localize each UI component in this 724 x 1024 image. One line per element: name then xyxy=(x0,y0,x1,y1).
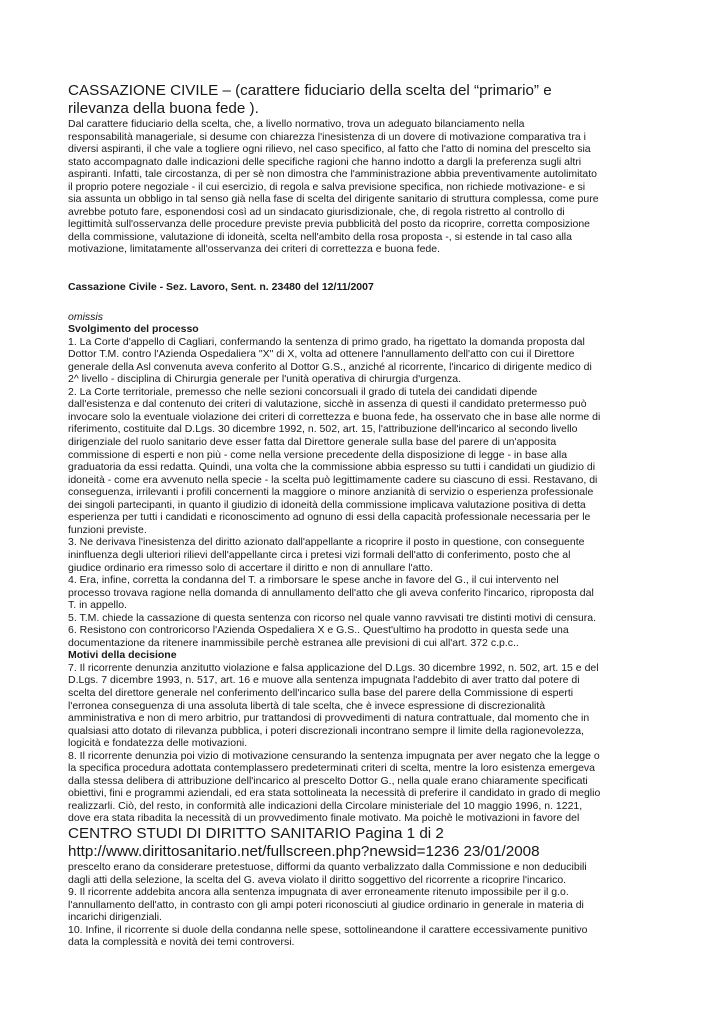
text-line: logicità e fondatezza delle motivazioni. xyxy=(68,737,248,750)
text-line: dove era stata ribadita la necessità di un provvedimento finale motivato. Ma poichè le motivazioni in favore del xyxy=(68,812,580,825)
text-line: 3. Ne derivava l'inesistenza del diritto azionato dall'appellante a ricoprire il posto in questione, con conseguente xyxy=(68,536,585,549)
text-line: processo trovava ragione nella domanda di annullamento dell'atto che gli aveva conferito l'incarico, riproposta dal xyxy=(68,586,594,599)
text-line: prescelto erano da considerare pretestuose, difformi da quanto verbalizzato dalla Commissione e non deducibili xyxy=(68,860,587,873)
text-line: l'erronea conseguenza di una assoluta libertà di tale scelta, che è invece espressione di discrezionalità xyxy=(68,699,546,712)
text-line: 5. T.M. chiede la cassazione di questa sentenza con ricorso nel quale vanno ravvisati tre distinti motivi di censura. xyxy=(68,611,596,624)
text-line: ininfluenza degli ulteriori rilievi dell'appellante circa i pretesi vizi formali dell'atto di conferimento, posto che al xyxy=(68,548,571,561)
text-line: motivazione, limitatamente all'osservanza dei criteri di correttezza e buona fede. xyxy=(68,243,441,256)
text-line: riferimento, costituite dal D.Lgs. 30 dicembre 1992, n. 502, art. 15, l'attribuzione dell'incarico al secondo livello xyxy=(68,423,578,436)
text-line: T. in appello. xyxy=(68,599,127,612)
title-line: rilevanza della buona fede ). xyxy=(68,100,259,117)
footer-url-line: http://www.dirittosanitario.net/fullscreen.php?newsid=1236 23/01/2008 xyxy=(68,842,540,860)
continued-paragraphs xyxy=(68,861,668,949)
text-line: idoneità - come era avvenuto nella specie - la scelta può legittimamente cadere su ciascuno di essi. Restavano, di xyxy=(68,473,598,486)
text-line: dirigenziale del ruolo sanitario deve esser fatta dal Direttore generale sulla base del parere di un'apposita xyxy=(68,436,557,449)
text-line: dalla stessa delibera di attribuzione dell'incarico al prescelto Dottor G., nella quale erano chiaramente specificati xyxy=(68,774,588,787)
text-line: 2. La Corte territoriale, premesso che nelle sezioni concorsuali il grado di tutela dei candidati dipende xyxy=(68,385,538,398)
text-line: 10. Infine, il ricorrente si duole della condanna nelle spese, sottolineandone il carattere eccessivamente punitivo xyxy=(68,923,588,936)
text-line: Dal carattere fiduciario della scelta, che, a livello normativo, trova un adeguato bilanciamento nella xyxy=(68,118,525,130)
text-line: documentazione da ritenere inammissibile perchè estranea alle previsioni di cui all'art. 372 c.p.c.. xyxy=(68,636,519,649)
text-line: 9. Il ricorrente addebita ancora alla sentenza impugnata di aver erroneamente ritenuto impossibile per il g.o. xyxy=(68,886,569,899)
text-line: amministrativa e non di mero arbitrio, pur trattandosi di provvedimenti di natura contrattuale, dal momento che in xyxy=(68,712,590,725)
text-line: la specifica procedura adottata contemplassero predeterminati criteri di scelta, mentre la loro esistenza emergeva xyxy=(68,762,596,775)
text-line: funzioni previste. xyxy=(68,523,147,536)
footer-line: CENTRO STUDI DI DIRITTO SANITARIO Pagina 1 di 2 xyxy=(68,824,444,842)
process-paragraphs xyxy=(68,336,668,650)
text-line: stato accompagnato dalle indicazioni delle specifiche ragioni che hanno indotto a dargli la preferenza sugli altri xyxy=(68,155,582,168)
text-line: dall'esistenza e dal contenuto dei criteri di valutazione, sicchè in assenza di questi il candidato pretermesso può xyxy=(68,398,587,411)
citation-heading: Cassazione Civile - Sez. Lavoro, Sent. n. 23480 del 12/11/2007 xyxy=(68,281,374,294)
text-line: 4. Era, infine, corretta la condanna del T. a rimborsare le spese anche in favore del G., il cui intervento nel xyxy=(68,574,559,587)
text-line: giudice ordinario era rimesso solo di accertare il diritto e non di annullare l'atto. xyxy=(68,561,434,574)
text-line: l'annullamento dell'atto, in contrasto con gli ampi poteri riconosciuti al giudice ordinario in generale in materia di xyxy=(68,898,584,911)
text-line: della commissione, valutazione di idoneità, scelta nell'ambito della rosa proposta -, si estende in tal caso alla xyxy=(68,230,572,243)
text-line: 6. Resistono con controricorso l'Azienda Ospedaliera X e G.S.. Quest'ultimo ha prodotto in questa sede una xyxy=(68,624,569,637)
title-line: CASSAZIONE CIVILE – (carattere fiduciario della scelta del “primario” e xyxy=(68,82,552,99)
text-line: avrebbe potuto fare, esponendosi così ad un sindacato giurisdizionale, che, di regola ristretto al controllo di xyxy=(68,205,565,218)
document-title xyxy=(68,82,668,118)
page-footer xyxy=(68,825,668,861)
section-heading-motivi: Motivi della decisione xyxy=(68,649,177,662)
document-page xyxy=(68,82,668,949)
motivi-paragraphs xyxy=(68,662,668,825)
text-line: realizzarli. Ciò, del resto, in conformità alle indicazioni della Circolare ministeriale del 10 maggio 1996, n. 1221, xyxy=(68,799,583,812)
text-line: 7. Il ricorrente denunzia anzitutto violazione e falsa applicazione del D.Lgs. 30 dicembre 1992, n. 502, art. 15 e del xyxy=(68,661,599,674)
section-heading-process: Svolgimento del processo xyxy=(68,323,199,336)
text-line: aspiranti. Infatti, tale circostanza, di per sè non dimostra che l'amministrazione abbia preventivamente autolimitato xyxy=(68,168,598,181)
text-line: graduatoria da essi redatta. Quindi, una volta che la commissione abbia espresso su tutti i candidati un giudizio di xyxy=(68,461,596,474)
text-line: generale della Asl convenuta aveva conferito al Dottor G.S., anziché al ricorrente, l'incarico di dirigente medico di xyxy=(68,360,592,373)
text-line: esperienza per tutti i candidati e riconoscimento ad ognuno di essi della capacità professionale necessaria per le xyxy=(68,511,591,524)
text-line: sia assunta un obbligo in tal senso già nella fase di scelta del dirigente sanitario di struttura complessa, come pure xyxy=(68,193,599,206)
text-line: commissione di esperti e non più - come nella versione precedente della disposizione di legge - in base alla xyxy=(68,448,568,461)
text-line: Dottor T.M. contro l'Azienda Ospedaliera "X" di X, volta ad ottenere l'annullamento dell'atto con cui il Direttore xyxy=(68,348,575,361)
text-line: 8. Il ricorrente denunzia poi vizio di motivazione censurando la sentenza impugnata per aver negato che la legge o xyxy=(68,749,600,762)
text-line: legittimità sull'osservanza delle procedure previste previa pubblicità del posto da ricoprire, corretta composizione xyxy=(68,218,591,231)
text-line: responsabilità manageriale, si desume con chiarezza l'inesistenza di un dovere di motivazione comparativa tra i xyxy=(68,130,586,143)
text-line: conseguenza, irrilevanti i profili concernenti la maggiore o minore anzianità di servizio o esperienza professionale xyxy=(68,486,594,499)
text-line: 2^ livello - disciplina di Chirurgia generale per l'unità operativa di chirurgia d'urgenza. xyxy=(68,373,461,386)
text-line: data la complessità e novità dei temi controversi. xyxy=(68,936,295,949)
text-line: diversi aspiranti, il che vale a togliere ogni rilievo, nel caso specifico, al fatto che l'atto di nomina del prescelto sia xyxy=(68,143,591,156)
text-line: 1. La Corte d'appello di Cagliari, confermando la sentenza di primo grado, ha rigettato la domanda proposta dal xyxy=(68,335,585,348)
text-line: dei singoli partecipanti, in quanto il giudizio di idoneità della commissione implicava valutazione positiva di detta xyxy=(68,498,586,511)
text-line: D.Lgs. 7 dicembre 1993, n. 517, art. 16 e muove alla sentenza impugnata l'addebito di aver tratto dal potere di xyxy=(68,674,580,687)
summary-paragraph xyxy=(68,118,668,256)
omissis-label: omissis xyxy=(68,310,104,323)
text-line: invocare solo la eventuale violazione dei criteri di correttezza e buona fede, ha osservato che in base alle norme di xyxy=(68,410,601,423)
text-line: incarichi dirigenziali. xyxy=(68,911,162,924)
text-line: qualsiasi atto dotato di rilevanza pubblica, i poteri discrezionali incontrano sempre il limite della ragionevolezza, xyxy=(68,724,584,737)
text-line: dagli atti della selezione, la scelta del G. aveva violato il diritto soggettivo del ricorrente a ricoprire l'incarico. xyxy=(68,873,567,886)
text-line: obiettivi, fini e programmi aziendali, ed era stata sottolineata la necessità di preferire il candidato in grado di meglio xyxy=(68,787,601,800)
text-line: scelta del direttore generale nel conferimento dell'incarico sulla base del parere della Commissione di esperti xyxy=(68,686,574,699)
text-line: il proprio potere negoziale - il cui esercizio, di regola e salva previsione specifica, non richiede motivazione- e si xyxy=(68,180,586,193)
